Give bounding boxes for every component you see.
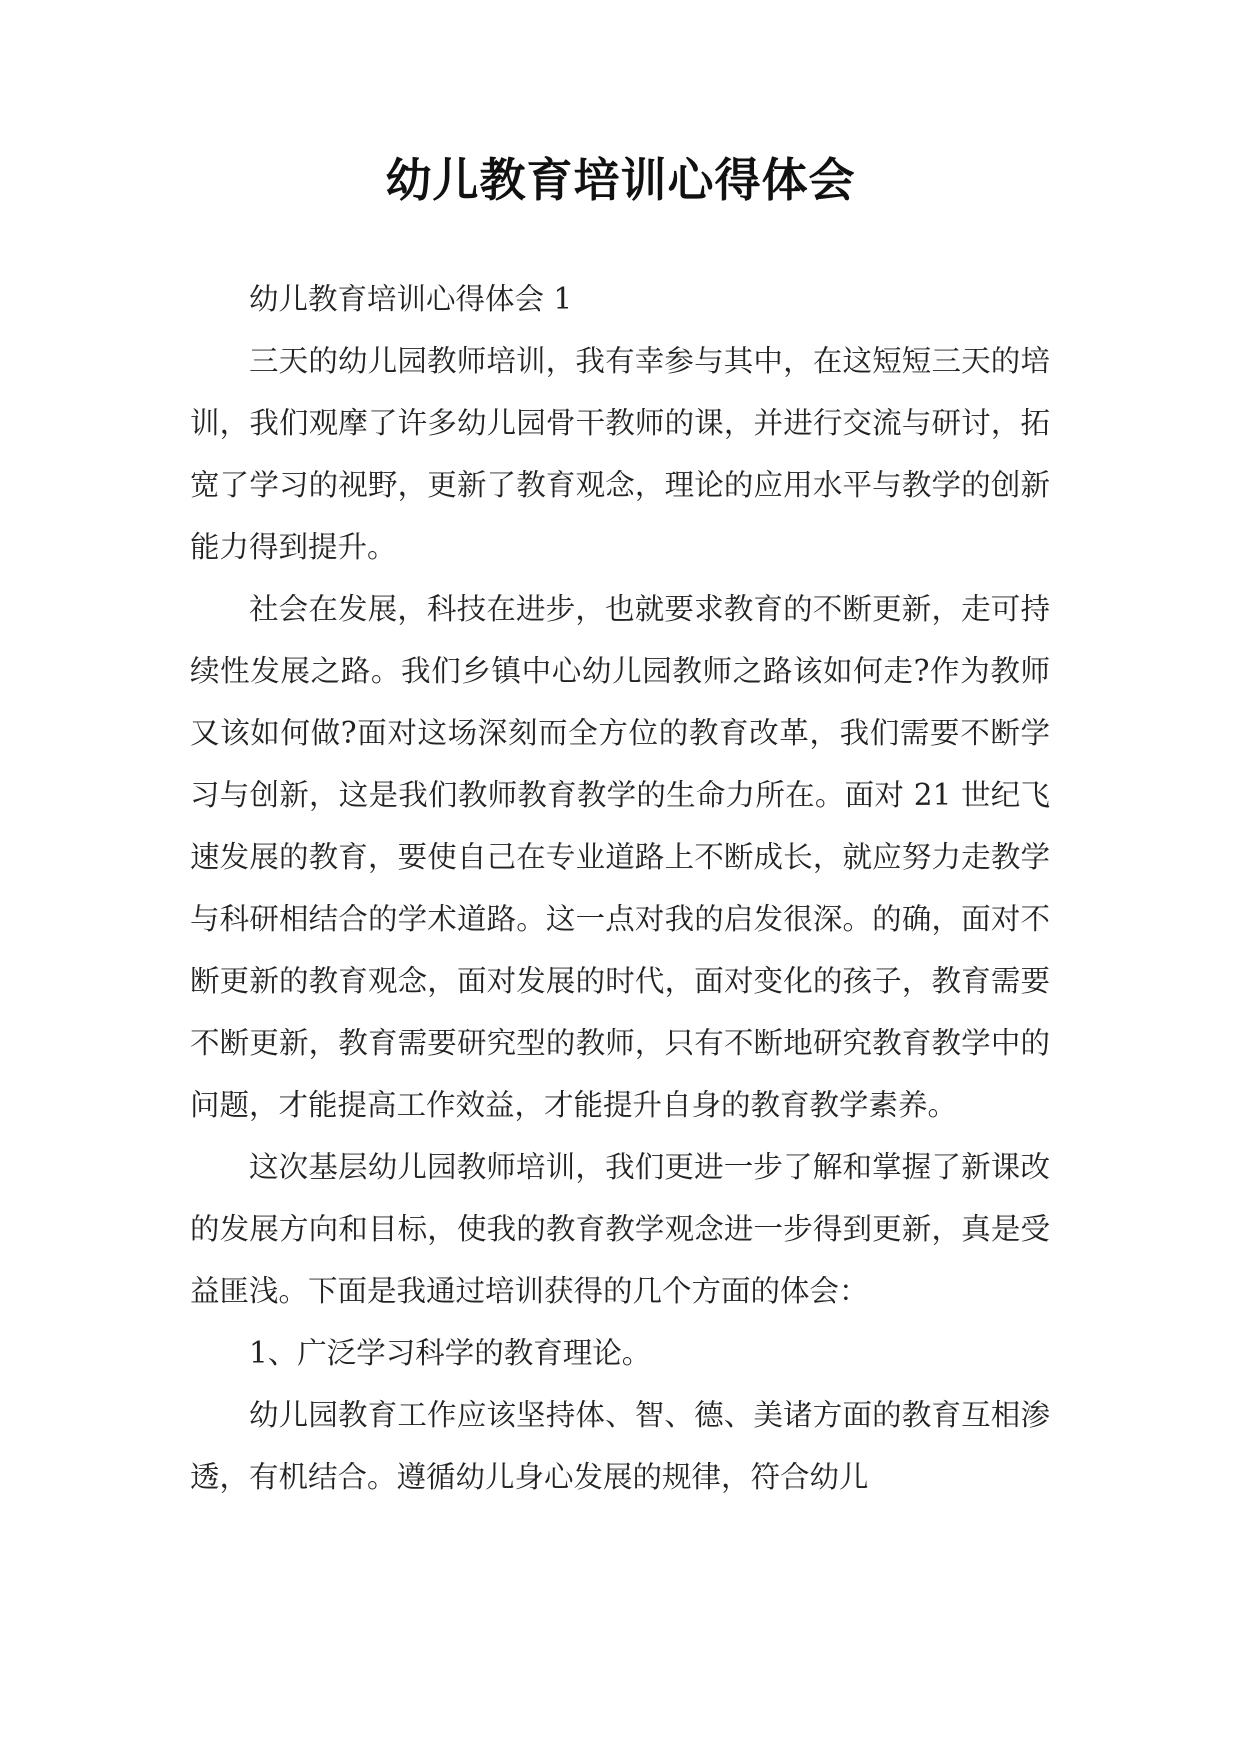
section-heading: 幼儿教育培训心得体会 1	[249, 282, 573, 316]
paragraph: 三天的幼儿园教师培训，我有幸参与其中，在这短短三天的培训，我们观摩了许多幼儿园骨干教师的课，并进行交流与研讨，拓宽了学习的视野，更新了教育观念，理论的应用水平与教学的创新能力得到提升。	[190, 344, 1050, 564]
list-item-heading: 1、广泛学习科学的教育理论。	[249, 1336, 652, 1370]
paragraph: 这次基层幼儿园教师培训，我们更进一步了解和掌握了新课改的发展方向和目标，使我的教育教学观念进一步得到更新，真是受益匪浅。下面是我通过培训获得的几个方面的体会：	[190, 1150, 1050, 1308]
paragraph: 幼儿园教育工作应该坚持体、智、德、美诸方面的教育互相渗透，有机结合。遵循幼儿身心发展的规律，符合幼儿	[190, 1398, 1050, 1494]
document-title: 幼儿教育培训心得体会	[385, 153, 856, 207]
paragraph: 社会在发展，科技在进步，也就要求教育的不断更新，走可持续性发展之路。我们乡镇中心幼儿园教师之路该如何走?作为教师又该如何做?面对这场深刻而全方位的教育改革，我们需要不断学习与创新，这是我们教师教育教学的生命力所在。面对 21 世纪飞速发展的教育，要使自己在专业道路上不断成长，就应努力走教学与科研相结合的学术道路。这一点对我的启发很深。的确，面对不断更新的教育观念，面对发展的时代，面对变化的孩子，教育需要不断更新，教育需要研究型的教师，只有不断地研究教育教学中的问题，才能提高工作效益，才能提升自身的教育教学素养。	[190, 592, 1050, 1122]
document-body	[190, 268, 1050, 1508]
